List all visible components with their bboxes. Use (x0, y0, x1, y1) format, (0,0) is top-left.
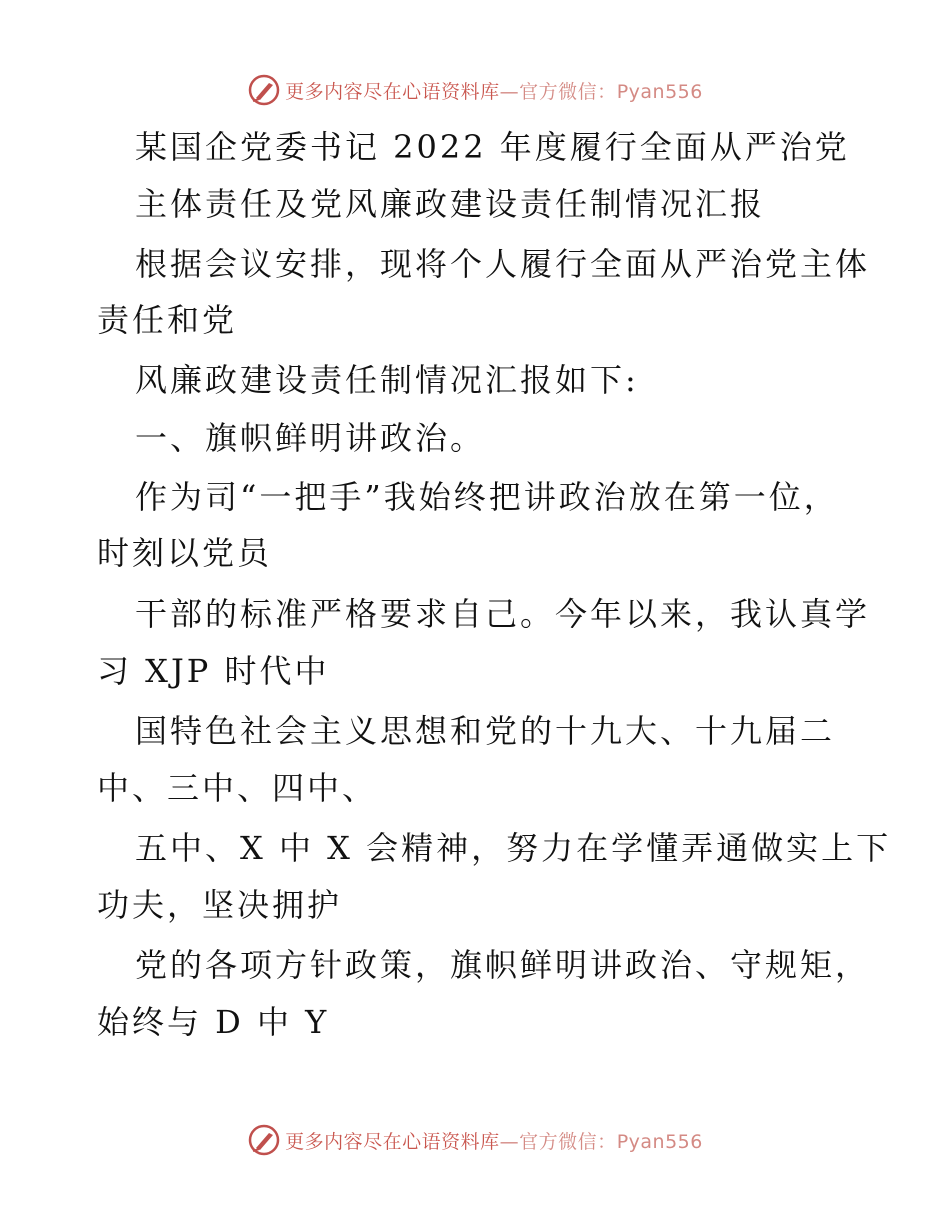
doc-paragraph-line: 责任和党 (97, 301, 238, 339)
footer-watermark-sep: — (499, 1130, 520, 1153)
doc-paragraph-line: 五中、X 中 X 会精神，努力在学懂弄通做实上下 (135, 829, 892, 867)
header-watermark-contact: 官方微信： (519, 80, 617, 103)
doc-paragraph-line: 中、三中、四中、 (97, 769, 378, 807)
doc-paragraph-line: 党的各项方针政策，旗帜鲜明讲政治、守规矩， (135, 946, 871, 984)
doc-paragraph-line: 始终与 D 中 Y (97, 1003, 330, 1041)
header-watermark-banner (0, 70, 950, 110)
doc-paragraph-line: 风廉政建设责任制情况汇报如下: (135, 361, 639, 399)
footer-watermark-id: Pyan556 (616, 1130, 703, 1153)
doc-paragraph-line: 国特色社会主义思想和党的十九大、十九届二 (135, 712, 836, 750)
header-watermark-main: 更多内容尽在心语资料库 (285, 80, 500, 103)
header-watermark-text (285, 77, 703, 104)
footer-watermark-banner (0, 1120, 950, 1160)
doc-paragraph-line: 功夫，坚决拥护 (97, 886, 343, 924)
doc-section-heading: 一、旗帜鲜明讲政治。 (135, 419, 486, 457)
doc-paragraph-line: 时刻以党员 (97, 534, 273, 572)
doc-paragraph-line: 干部的标准严格要求自己。今年以来，我认真学 (135, 595, 871, 633)
doc-title-line-2: 主体责任及党风廉政建设责任制情况汇报 (135, 185, 766, 223)
header-watermark-sep: — (499, 80, 520, 103)
footer-watermark-text (285, 1127, 703, 1154)
doc-title-line-1: 某国企党委书记 2022 年度履行全面从严治党 (135, 128, 850, 166)
quill-pen-logo-icon (247, 1123, 281, 1157)
doc-paragraph-line: 作为司“一把手”我始终把讲政治放在第一位， (135, 478, 839, 516)
footer-watermark-contact: 官方微信： (519, 1130, 617, 1153)
doc-paragraph-line: 习 XJP 时代中 (97, 652, 330, 690)
quill-pen-logo-icon (247, 73, 281, 107)
footer-watermark-main: 更多内容尽在心语资料库 (285, 1130, 500, 1153)
doc-paragraph-line: 根据会议安排，现将个人履行全面从严治党主体 (135, 245, 871, 283)
header-watermark-id: Pyan556 (616, 80, 703, 103)
